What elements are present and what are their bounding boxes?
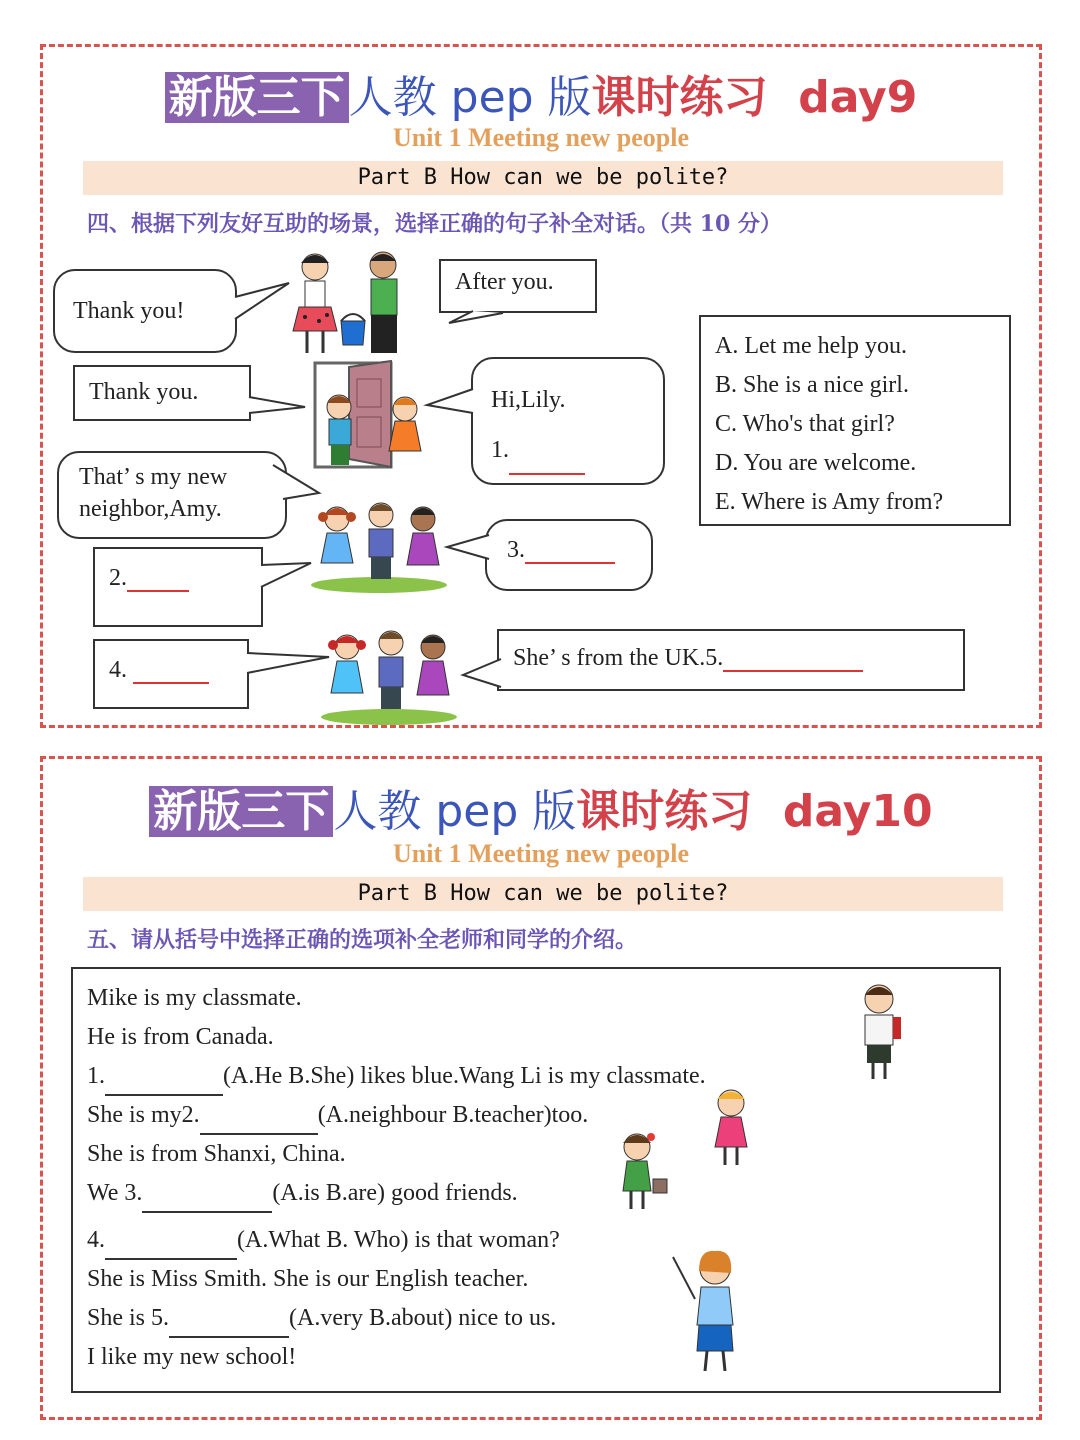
door-children-illustration [309, 359, 429, 471]
answer-blank-3[interactable] [142, 1187, 272, 1213]
bubble-text: She’ s from the UK.5. [513, 645, 724, 671]
title-day: day10 [782, 786, 933, 837]
passage-line [87, 1174, 985, 1213]
tail-thank-you-2 [249, 397, 305, 413]
passage-line: I like my new school! [87, 1344, 297, 1370]
bubble-text: After you. [455, 269, 554, 295]
tail-hi-lily [427, 389, 473, 413]
answer-blank-4[interactable] [105, 1234, 237, 1260]
question-text: (A.He B.She) likes blue.Wang Li is my classmate. [223, 1063, 706, 1089]
passage-box [71, 967, 1001, 1393]
title-practice: 课时练习 [576, 786, 753, 837]
answer-blank-5[interactable] [169, 1312, 289, 1338]
title-highlight: 新版三下 [149, 786, 333, 837]
title-pep: 人教 pep 版 [348, 72, 592, 123]
title-practice: 课时练习 [591, 72, 768, 123]
question-3-label: 3. [507, 537, 525, 563]
worksheet-day9 [40, 44, 1042, 728]
bubble-text: Hi,Lily. [491, 387, 566, 413]
question-3-label: We 3. [87, 1180, 143, 1206]
tail-q4 [247, 653, 329, 673]
question-1-label: 1. [491, 437, 509, 463]
question-text: (A.What B. Who) is that woman? [237, 1227, 560, 1253]
instruction: 五、请从括号中选择正确的选项补全老师和同学的介绍。 [87, 927, 638, 953]
three-children-illustration [309, 497, 449, 593]
question-2-label: She is my2. [87, 1102, 200, 1128]
bubble-text: Thank you. [89, 379, 199, 405]
option-c: C. Who's that girl? [715, 411, 895, 437]
bubble-text: Thank you! [73, 298, 185, 324]
question-1-label: 1. [87, 1063, 105, 1089]
title-pep: 人教 pep 版 [333, 786, 577, 837]
question-4-label: 4. [87, 1227, 105, 1253]
title-day: day9 [798, 72, 918, 123]
girl-wang-li-illustration [703, 1087, 759, 1171]
question-text: (A.is B.are) good friends. [272, 1180, 518, 1206]
unit-subtitle: Unit 1 Meeting new people [392, 839, 690, 868]
tail-after-you [449, 311, 503, 323]
question-2-label: 2. [109, 565, 127, 591]
option-b: B. She is a nice girl. [715, 372, 909, 398]
bubble-text: That’ s my new [79, 464, 228, 490]
answer-blank-1[interactable] [105, 1070, 223, 1096]
instruction: 四、根据下列友好互助的场景，选择正确的句子补全对话。（共 10 分） [87, 211, 782, 237]
passage-line: She is Miss Smith. She is our English teacher. [87, 1266, 529, 1292]
question-5-label: She is 5. [87, 1305, 170, 1331]
option-a: A. Let me help you. [715, 333, 907, 359]
tail-q2 [261, 563, 311, 587]
passage-line [87, 1299, 985, 1338]
girl-friend-illustration [607, 1129, 673, 1215]
passage-line: Mike is my classmate. [87, 985, 302, 1011]
passage-line: He is from Canada. [87, 1024, 274, 1050]
answer-options-box [699, 315, 1011, 526]
boy-mike-illustration [849, 981, 909, 1085]
question-text: (A.neighbour B.teacher)too. [317, 1102, 589, 1128]
title-highlight: 新版三下 [165, 72, 349, 123]
passage-line [87, 1096, 985, 1135]
page-title [43, 775, 1039, 839]
question-text: (A.very B.about) nice to us. [289, 1305, 557, 1331]
bubble-text: neighbor,Amy. [79, 496, 222, 522]
worksheet-day10 [40, 756, 1042, 1420]
tail-shes-from [463, 659, 501, 687]
passage-line: She is from Shanxi, China. [87, 1141, 346, 1167]
question-4-label: 4. [109, 657, 127, 683]
option-d: D. You are welcome. [715, 450, 917, 476]
teacher-miss-smith-illustration [671, 1247, 751, 1377]
unit-subtitle: Unit 1 Meeting new people [392, 123, 690, 152]
passage-line [87, 1221, 985, 1260]
three-children-illustration-2 [319, 625, 459, 725]
option-e: E. Where is Amy from? [715, 489, 944, 515]
answer-blank-2[interactable] [200, 1109, 318, 1135]
tail-q3 [447, 535, 489, 559]
children-carrying-bucket-illustration [279, 249, 419, 361]
part-heading: Part B How can we be polite? [83, 877, 1003, 911]
part-heading: Part B How can we be polite? [83, 161, 1003, 195]
